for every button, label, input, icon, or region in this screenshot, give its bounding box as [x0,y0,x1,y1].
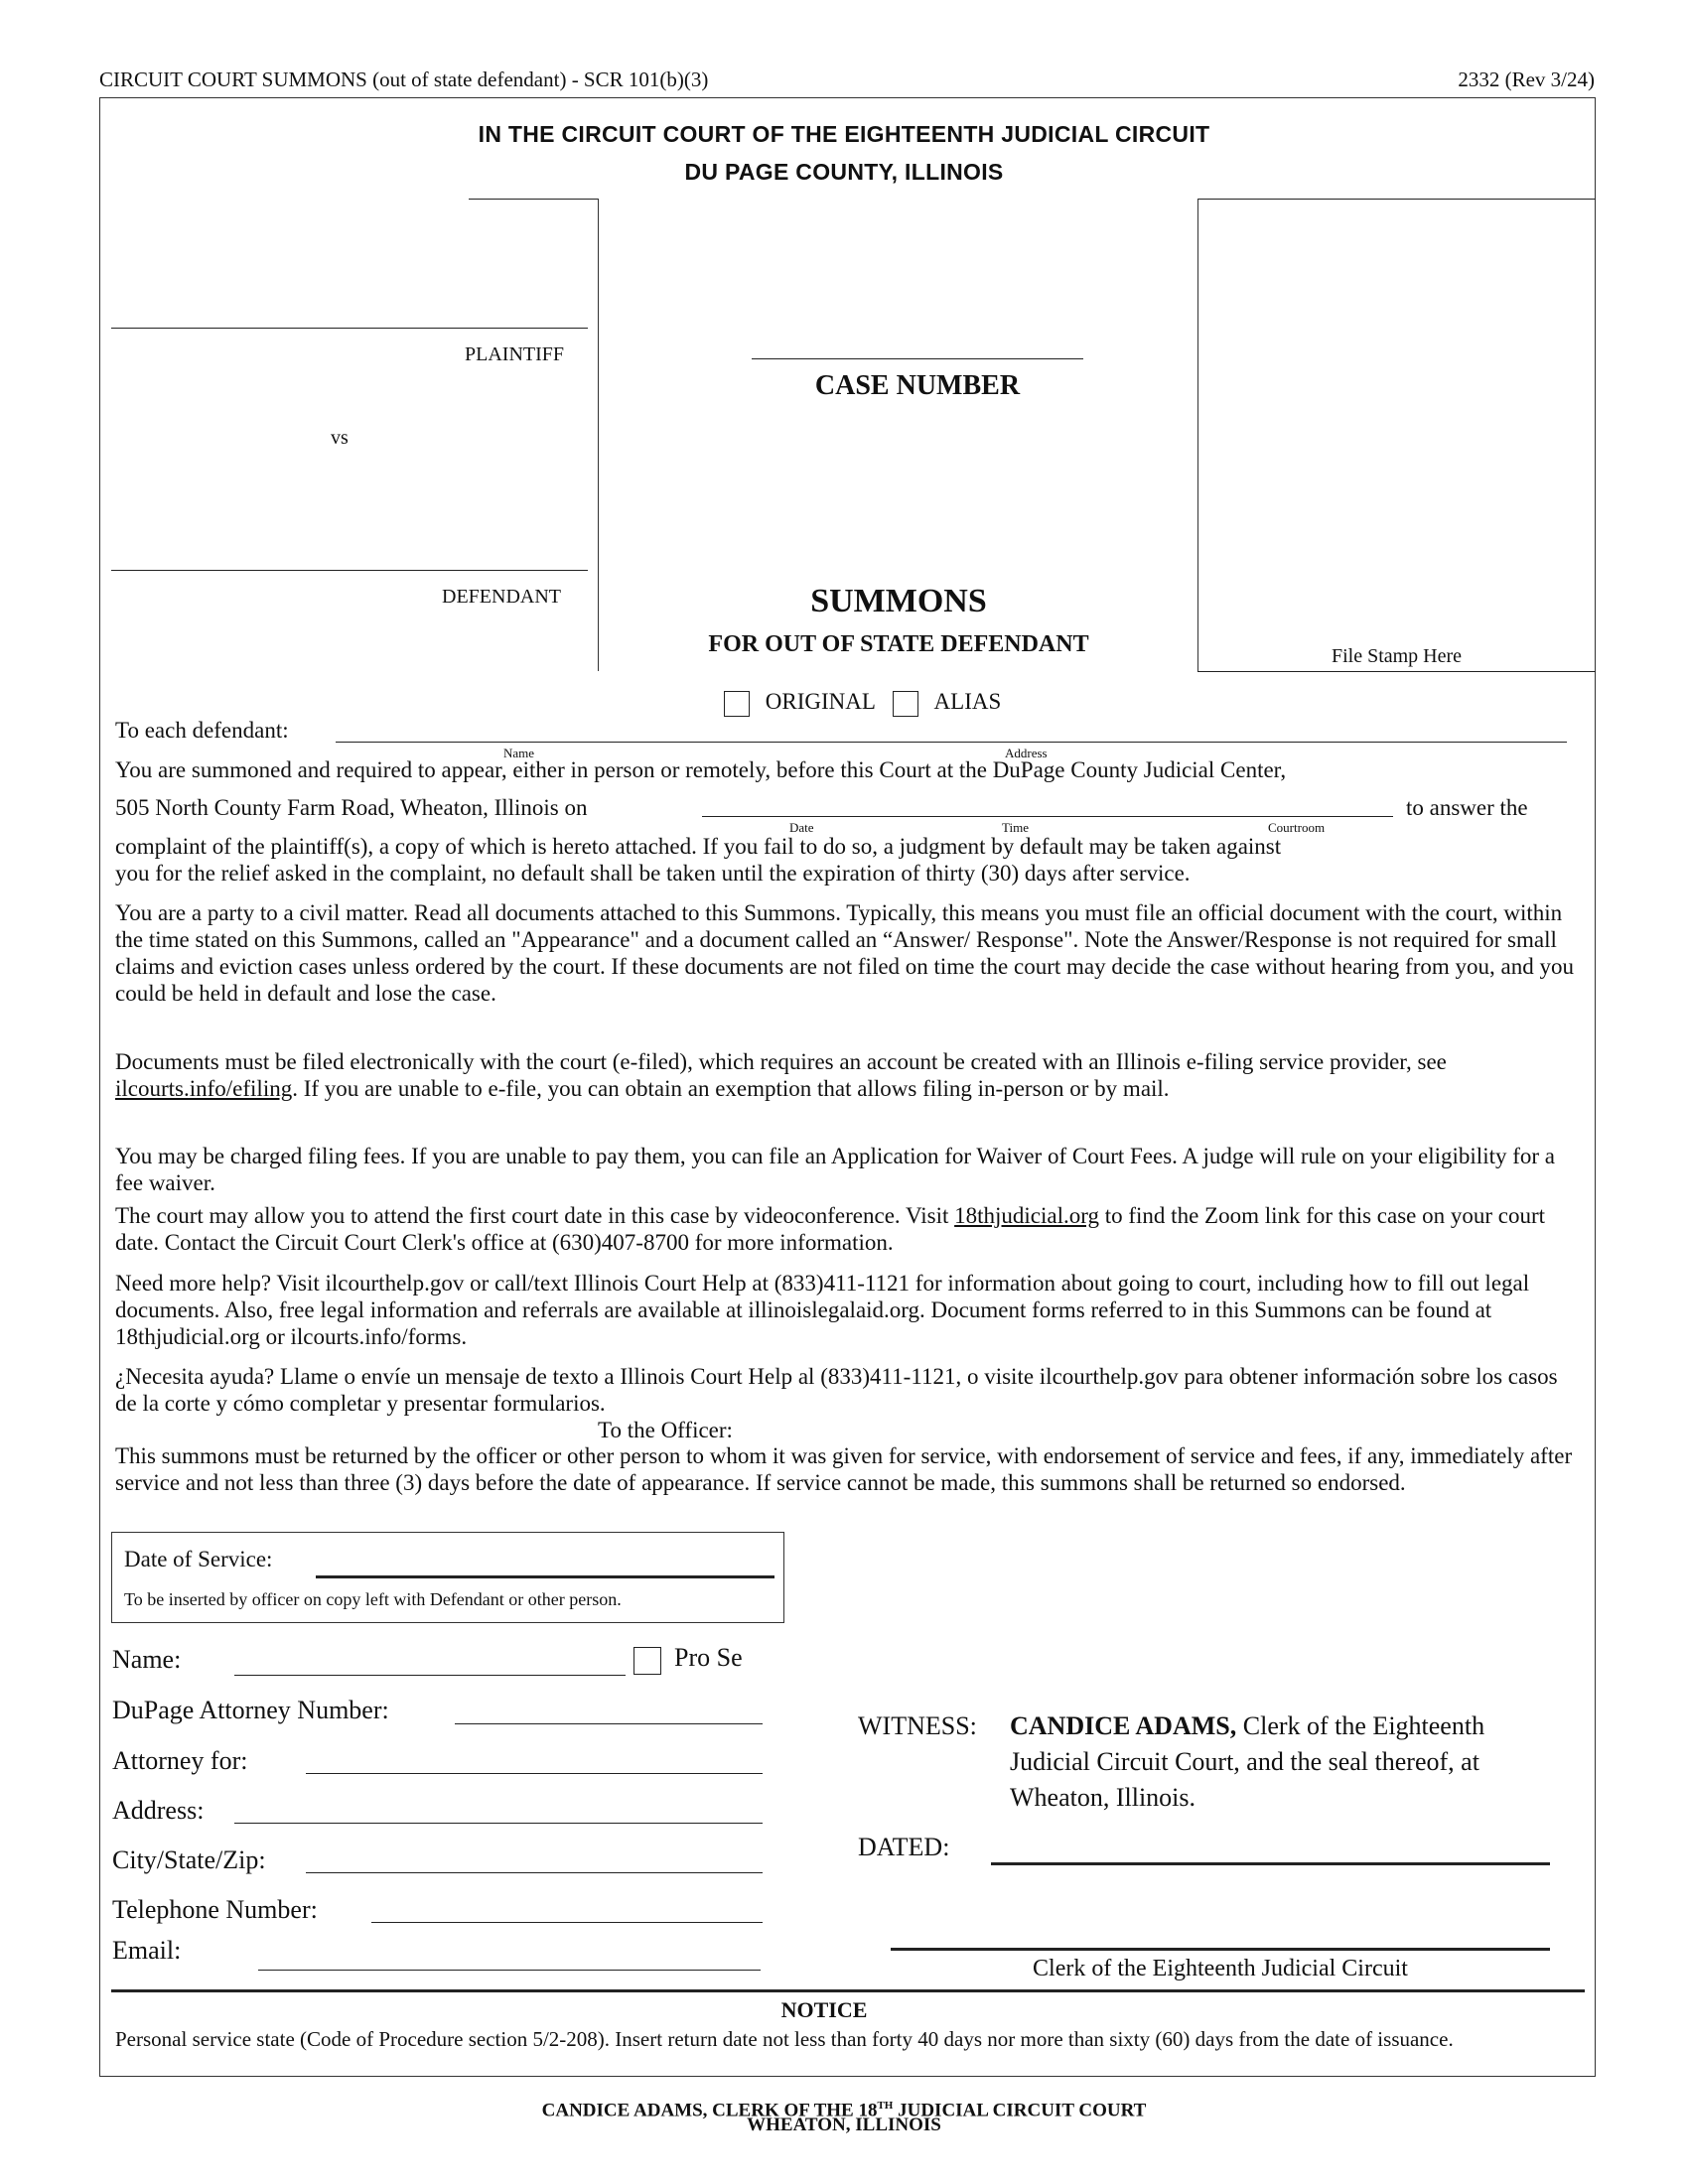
witness-line-1-rest: Clerk of the Eighteenth [1236,1711,1485,1740]
defendant-line[interactable] [111,570,588,571]
defendant-label: DEFENDANT [442,586,561,608]
telephone-label: Telephone Number: [112,1895,318,1924]
spanish-paragraph: ¿Necesita ayuda? Llame o envíe un mensaje de texto a Illinois Court Help al (833)411-1121, o visite ilcourthelp.gov para obtener información sobre los casos de la corte y cómo completar y presentar formularios. [115,1364,1558,1416]
officer-heading: To the Officer: [598,1418,733,1442]
appearance-line-2: 505 North County Farm Road, Wheaton, Illinois on [115,795,588,820]
address-caption: Address [1005,746,1048,760]
service-date-label: Date of Service: [124,1547,273,1571]
video-link[interactable]: 18thjudicial.org [954,1203,1099,1228]
appearance-line-2-end: to answer the [1406,795,1528,820]
case-number-label: CASE NUMBER [814,370,1021,401]
original-label: ORIGINAL [765,689,876,714]
efile-link[interactable]: ilcourts.info/efiling [115,1076,293,1101]
alias-label: ALIAS [933,689,1002,714]
city-label: City/State/Zip: [112,1845,266,1874]
to-defendant-label: To each defendant: [115,718,289,743]
courtroom-caption: Courtroom [1268,820,1326,835]
clerk-signature-line[interactable] [891,1948,1550,1951]
video-text-a: The court may allow you to attend the first court date in this case by videoconference. Visit [115,1203,955,1228]
form-title: CIRCUIT COURT SUMMONS (out of state defendant) - SCR 101(b)(3) [99,68,709,91]
address-line[interactable] [234,1823,763,1824]
name-label: Name: [112,1645,182,1674]
stamp-box-top [1197,199,1596,200]
clerk-signature-caption: Clerk of the Eighteenth Judicial Circuit [1033,1956,1408,1981]
footer-city: WHEATON, ILLINOIS [747,2115,941,2135]
address-label: Address: [112,1796,205,1825]
plaintiff-line[interactable] [111,328,588,329]
service-date-line[interactable] [316,1575,774,1578]
plaintiff-label: PLAINTIFF [465,343,565,365]
vs-label: vs [331,427,349,449]
name-line[interactable] [234,1675,626,1676]
witness-line-1 [1010,1711,1596,1741]
footer-clerk-b: JUDICIAL CIRCUIT COURT [893,2100,1147,2121]
summons-subtitle: FOR OUT OF STATE DEFENDANT [708,631,1089,657]
attorney-for-label: Attorney for: [112,1746,248,1775]
email-line[interactable] [258,1970,761,1971]
officer-paragraph: This summons must be returned by the officer or other person to whom it was given for service, with endorsement of service and fees, if any, immediately after service and not less than three (3) days before the date of appearance. If service cannot be made, this summons shall be returned so endorsed. [115,1443,1573,1495]
attorney-number-label: DuPage Attorney Number: [112,1696,389,1724]
witness-line-3: Wheaton, Illinois. [1010,1783,1196,1812]
summons-title: SUMMONS [810,583,987,619]
appearance-line-3: complaint of the plaintiff(s), a copy of which is hereto attached. If you fail to do so, a judgment by default may be taken against [115,834,1282,859]
notice-divider [111,1989,1585,1992]
service-note: To be inserted by officer on copy left with Defendant or other person. [124,1589,622,1609]
efile-text-b: . If you are unable to e-file, you can obtain an exemption that allows filing in-person or by mail. [292,1076,1170,1101]
civil-matter-paragraph: You are a party to a civil matter. Read all documents attached to this Summons. Typically, this means you must file an official document with the court, within the time stated on this Summons, called an "Appearance" and a document called an “Answer/ Response". Note the Answer/Response is not required for small claims and eviction cases unless ordered by the court. If these documents are not filed on time the court may decide the case without hearing from you, and you could be held in default and lose the case. [115,900,1574,1006]
pro-se-label: Pro Se [674,1643,743,1672]
stamp-box-left [1197,199,1198,671]
help-paragraph: Need more help? Visit ilcourthelp.gov or call/text Illinois Court Help at (833)411-1121 for information about going to court, including how to fill out legal documents. Also, free legal information and referrals are available at illinoislegalaid.org. Document forms referred to in this Summons can be found at 18thjudicial.org or ilcourts.info/forms. [115,1271,1530,1349]
dated-label: DATED: [858,1833,950,1861]
caption-divider [598,199,599,671]
footer-clerk-sup: TH [877,2100,894,2112]
date-caption: Date [789,820,814,835]
appearance-line-4: you for the relief asked in the complaint, no default shall be taken until the expiration of thirty (30) days after service. [115,861,1191,886]
city-line[interactable] [306,1872,763,1873]
video-text-b: to find the Zoom link for this case on your court date. Contact the Circuit Court Clerk's office at (630)407-8700 for more information. [115,1203,1546,1255]
telephone-line[interactable] [371,1922,763,1923]
court-county: DU PAGE COUNTY, ILLINOIS [684,159,1004,185]
attorney-number-line[interactable] [455,1723,763,1724]
original-checkbox[interactable] [724,691,750,717]
footer-clerk-a: CANDICE ADAMS, CLERK OF THE 18 [541,2100,878,2121]
court-name: IN THE CIRCUIT COURT OF THE EIGHTEENTH JUDICIAL CIRCUIT [478,121,1210,147]
dated-line[interactable] [991,1862,1550,1865]
attorney-for-line[interactable] [306,1773,763,1774]
notice-text: Personal service state (Code of Procedure section 5/2-208). Insert return date not less than forty 40 days nor more than sixty (60) days from the date of issuance. [115,2027,1454,2051]
summons-type [724,689,1001,717]
time-caption: Time [1002,820,1029,835]
fees-paragraph: You may be charged filing fees. If you are unable to pay them, you can file an Application for Waiver of Court Fees. A judge will rule on your eligibility for a fee waiver. [115,1144,1555,1195]
video-paragraph [115,1202,1581,1256]
efile-text-a: Documents must be filed electronically with the court (e-filed), which requires an account be created with an Illinois e-filing service provider, see [115,1049,1447,1074]
name-caption: Name [503,746,535,760]
case-number-line[interactable] [752,358,1083,359]
alias-checkbox[interactable] [893,691,918,717]
appearance-line-1: You are summoned and required to appear, either in person or remotely, before this Court at the DuPage County Judicial Center, [115,757,1287,782]
email-label: Email: [112,1936,182,1965]
stamp-box-bottom [1197,671,1596,672]
file-stamp-label: File Stamp Here [1331,645,1463,667]
form-number: 2332 (Rev 3/24) [1458,68,1595,91]
clerk-name: CANDICE ADAMS, [1010,1711,1237,1740]
defendant-name-address-line[interactable] [336,742,1567,743]
witness-line-2: Judicial Circuit Court, and the seal thereof, at [1010,1747,1479,1776]
notice-heading: NOTICE [780,1997,868,2022]
witness-label: WITNESS: [858,1711,977,1740]
efile-paragraph [115,1048,1581,1102]
caption-box-top [469,199,598,200]
pro-se-checkbox[interactable] [633,1647,661,1675]
date-time-courtroom-line[interactable] [702,816,1393,817]
